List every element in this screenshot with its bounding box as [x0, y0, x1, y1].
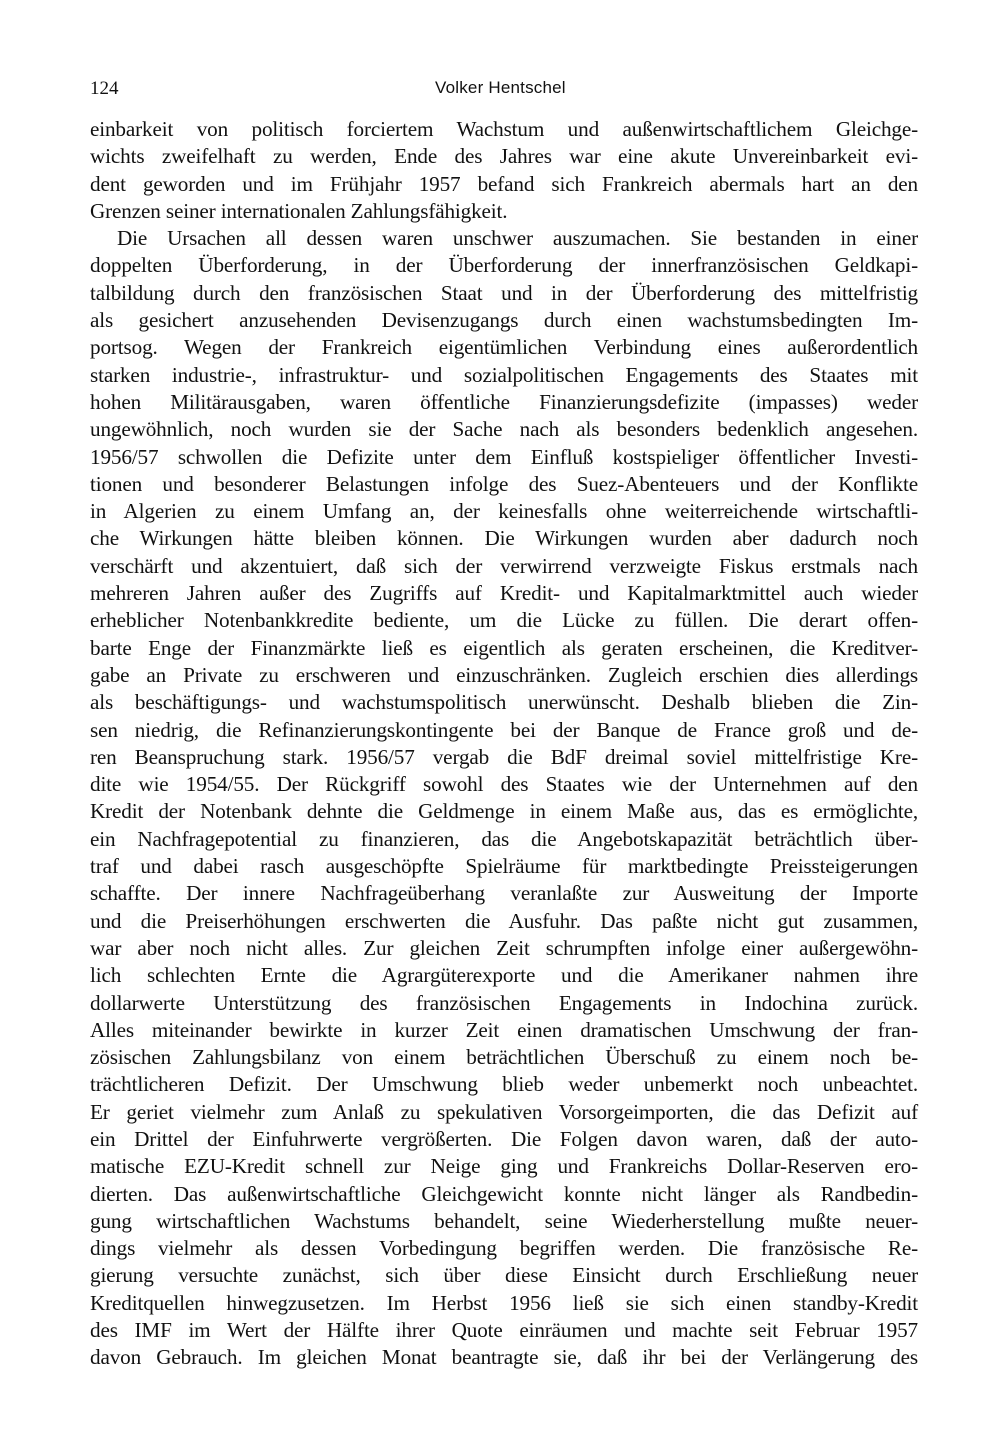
text-line: doppelten Überforderung, in der Überforderung der innerfranzösischen Geldkapi- — [90, 253, 918, 278]
text-line: Kredit der Notenbank dehnte die Geldmenge in einem Maße aus, das es ermöglichte, — [90, 799, 918, 824]
text-line: verschärft und akzentuiert, daß sich der verwirrend verzweigte Fiskus erstmals nach — [90, 553, 918, 578]
book-page — [90, 78, 918, 1372]
text-line: Grenzen seiner internationalen Zahlungsfähigkeit. — [90, 198, 508, 223]
text-line: Kreditquellen hinwegzusetzen. Im Herbst 1956 ließ sie sich einen standby-Kredit — [90, 1290, 918, 1315]
running-header — [90, 78, 918, 112]
text-line: einbarkeit von politisch forciertem Wachstum und außenwirtschaftlichem Gleichge- — [90, 117, 918, 141]
text-line: ungewöhnlich, noch wurden sie der Sache nach als besonders bedenklich angesehen. — [90, 417, 918, 442]
text-line: gung wirtschaftlichen Wachstums behandelt, seine Wiederherstellung mußte neuer- — [90, 1208, 918, 1233]
running-title-author: Volker Hentschel — [435, 78, 566, 97]
text-line: Die Ursachen all dessen waren unschwer auszumachen. Sie bestanden in einer — [117, 226, 918, 251]
text-line: barte Enge der Finanzmärkte ließ es eigentlich als geraten erscheinen, die Kreditver- — [90, 635, 918, 660]
text-line: Alles miteinander bewirkte in kurzer Zeit einen dramatischen Umschwung der fran- — [90, 1017, 918, 1042]
text-line: sen niedrig, die Refinanzierungskontingente bei der Banque de France groß und de- — [90, 717, 918, 742]
text-line: dings vielmehr als dessen Vorbedingung begriffen werden. Die französische Re- — [90, 1236, 918, 1261]
text-line: starken industrie-, infrastruktur- und sozialpolitischen Engagements des Staates mit — [90, 362, 918, 387]
text-line: dollarwerte Unterstützung des französischen Engagements in Indochina zurück. — [90, 990, 918, 1015]
text-line: gierung versuchte zunächst, sich über diese Einsicht durch Erschließung neuer — [90, 1263, 918, 1288]
text-line: dierten. Das außenwirtschaftliche Gleichgewicht konnte nicht länger als Randbedin- — [90, 1181, 918, 1206]
text-line: portsog. Wegen der Frankreich eigentümlichen Verbindung eines außerordentlich — [90, 335, 918, 360]
text-line: war aber noch nicht alles. Zur gleichen Zeit schrumpften infolge einer außergewöhn- — [90, 935, 918, 960]
text-line: matische EZU-Kredit schnell zur Neige ging und Frankreichs Dollar-Reserven ero- — [90, 1154, 918, 1179]
text-line: traf und dabei rasch ausgeschöpfte Spielräume für marktbedingte Preissteigerungen — [90, 854, 918, 879]
text-line: wichts zweifelhaft zu werden, Ende des Jahres war eine akute Unvereinbarkeit evi- — [90, 144, 918, 169]
text-line: Er geriet vielmehr zum Anlaß zu spekulativen Vorsorgeimporten, die das Defizit auf — [90, 1099, 918, 1124]
text-line: trächtlicheren Defizit. Der Umschwung blieb weder unbemerkt noch unbeachtet. — [90, 1072, 918, 1097]
text-line: ein Drittel der Einfuhrwerte vergrößerten. Die Folgen davon waren, daß der auto- — [90, 1126, 918, 1151]
text-line: talbildung durch den französischen Staat und in der Überforderung des mittelfristig — [90, 280, 918, 305]
text-line: ren Beanspruchung stark. 1956/57 vergab die BdF dreimal soviel mittelfristige Kre- — [90, 744, 918, 769]
text-line: 1956/57 schwollen die Defizite unter dem Einfluß kostspieliger öffentlicher Investi- — [90, 444, 918, 469]
page-number: 124 — [90, 78, 119, 99]
text-line: als beschäftigungs- und wachstumspolitisch unerwünscht. Deshalb blieben die Zin- — [90, 690, 918, 715]
text-line: schaffte. Der innere Nachfrageüberhang veranlaßte zur Ausweitung der Importe — [90, 881, 918, 906]
text-line: zösischen Zahlungsbilanz von einem beträchtlichen Überschuß zu einem noch be- — [90, 1045, 918, 1070]
text-line: in Algerien zu einem Umfang an, der keinesfalls ohne weiterreichende wirtschaftli- — [90, 499, 918, 524]
text-line: hohen Militärausgaben, waren öffentliche Finanzierungsdefizite (impasses) weder — [90, 389, 918, 414]
text-line: dent geworden und im Frühjahr 1957 befand sich Frankreich abermals hart an den — [90, 171, 918, 196]
text-line: des IMF im Wert der Hälfte ihrer Quote einräumen und machte seit Februar 1957 — [90, 1318, 918, 1343]
text-line: che Wirkungen hätte bleiben können. Die Wirkungen wurden aber dadurch noch — [90, 526, 918, 551]
text-line: mehreren Jahren außer des Zugriffs auf Kredit- und Kapitalmarktmittel auch wieder — [90, 581, 918, 606]
text-line: als gesichert anzusehenden Devisenzugangs durch einen wachstumsbedingten Im- — [90, 308, 918, 333]
text-line: dite wie 1954/55. Der Rückgriff sowohl des Staates wie der Unternehmen auf den — [90, 772, 918, 797]
text-line: und die Preiserhöhungen erschwerten die Ausfuhr. Das paßte nicht gut zusammen, — [90, 908, 918, 933]
body-text — [90, 116, 918, 1372]
text-line: tionen und besonderer Belastungen infolge des Suez-Abenteuers und der Konflikte — [90, 471, 918, 496]
text-line: lich schlechten Ernte die Agrargüterexporte und die Amerikaner nahmen ihre — [90, 963, 918, 988]
text-line: erheblicher Notenbankkredite bediente, um die Lücke zu füllen. Die derart offen- — [90, 608, 918, 633]
text-line: gabe an Private zu erschweren und einzuschränken. Zugleich erschien dies allerdings — [90, 662, 918, 687]
text-line: ein Nachfragepotential zu finanzieren, das die Angebotskapazität beträchtlich über- — [90, 826, 918, 851]
text-line: davon Gebrauch. Im gleichen Monat beantragte sie, daß ihr bei der Verlängerung des — [90, 1345, 918, 1370]
